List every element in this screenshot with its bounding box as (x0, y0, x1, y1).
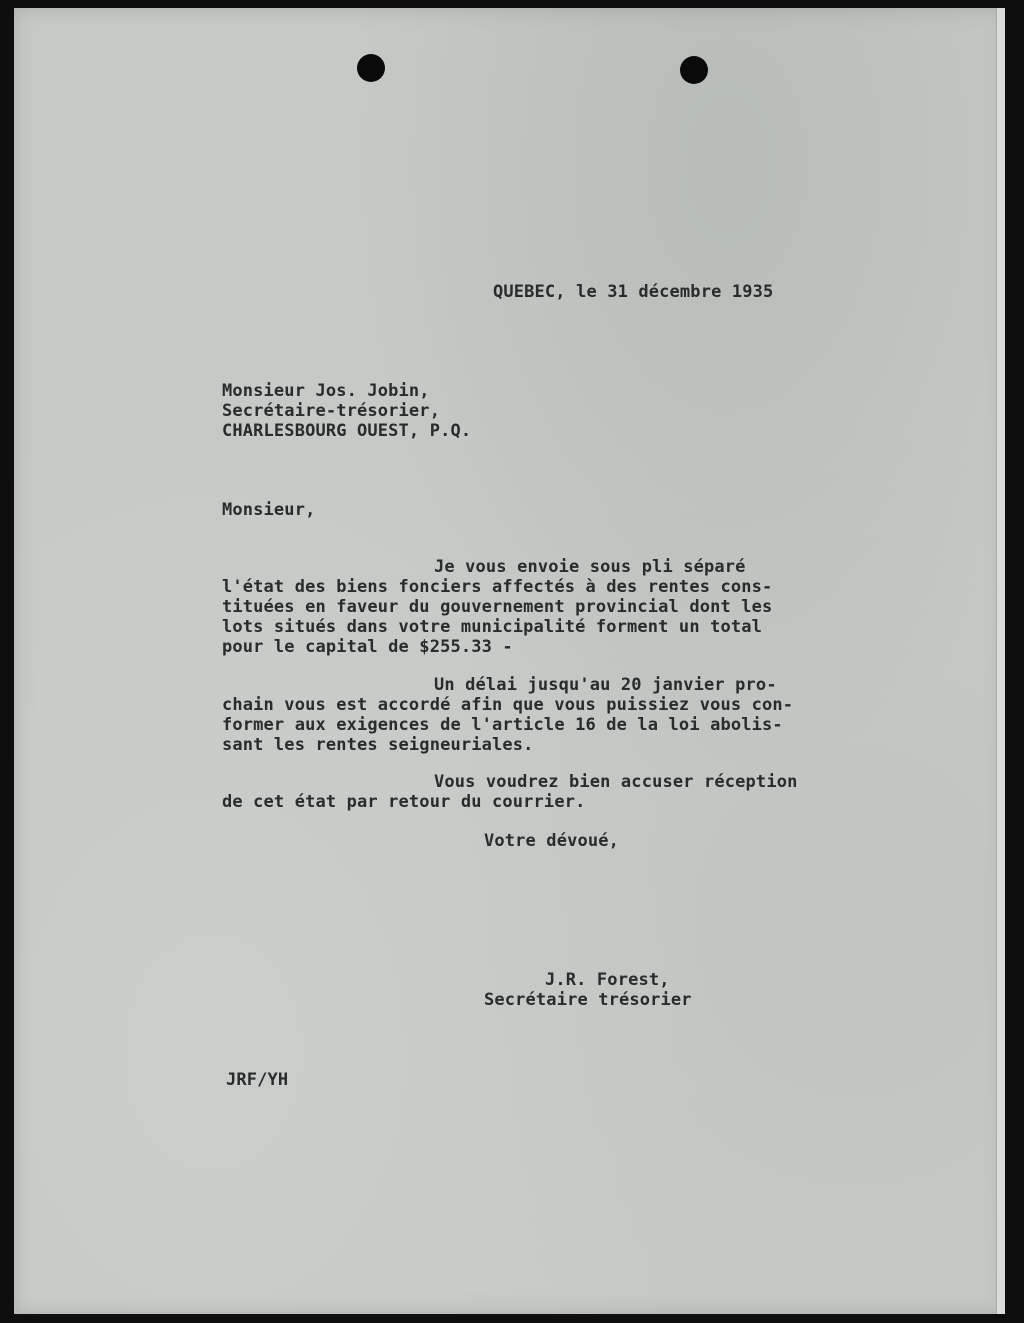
addressee-line: Secrétaire-trésorier, (222, 401, 441, 421)
paragraph-line: tituées en faveur du gouvernement provincial dont les (222, 597, 773, 617)
paragraph-2 (222, 695, 793, 755)
addressee-block (222, 381, 471, 441)
page-edge (996, 8, 1005, 1314)
paragraph-line: sant les rentes seigneuriales. (222, 735, 534, 755)
paragraph-3-first-line: Vous voudrez bien accuser réception (434, 772, 798, 792)
punch-hole-left (357, 54, 385, 82)
addressee-line: Monsieur Jos. Jobin, (222, 381, 430, 401)
paragraph-3 (222, 792, 585, 812)
paragraph-1-first-line: Je vous envoie sous pli séparé (434, 557, 746, 577)
letter-date: QUEBEC, le 31 décembre 1935 (493, 282, 774, 302)
reference-initials: JRF/YH (226, 1070, 289, 1090)
signatory-title: Secrétaire trésorier (484, 990, 692, 1010)
paragraph-line: chain vous est accordé afin que vous puissiez vous con- (222, 695, 794, 715)
paragraph-line: de cet état par retour du courrier. (222, 792, 586, 812)
paragraph-1 (222, 577, 772, 657)
paragraph-2-first-line: Un délai jusqu'au 20 janvier pro- (434, 675, 777, 695)
letter-page (14, 8, 1004, 1314)
paragraph-line: pour le capital de $255.33 - (222, 637, 513, 657)
signatory-name: J.R. Forest, (545, 970, 670, 990)
paragraph-line: l'état des biens fonciers affectés à des rentes cons- (222, 577, 773, 597)
salutation: Monsieur, (222, 500, 316, 520)
closing: Votre dévoué, (484, 831, 620, 851)
punch-hole-right (680, 56, 708, 84)
addressee-line: CHARLESBOURG OUEST, P.Q. (222, 421, 472, 441)
paragraph-line: lots situés dans votre municipalité forment un total (222, 617, 763, 637)
paragraph-line: former aux exigences de l'article 16 de la loi abolis- (222, 715, 783, 735)
